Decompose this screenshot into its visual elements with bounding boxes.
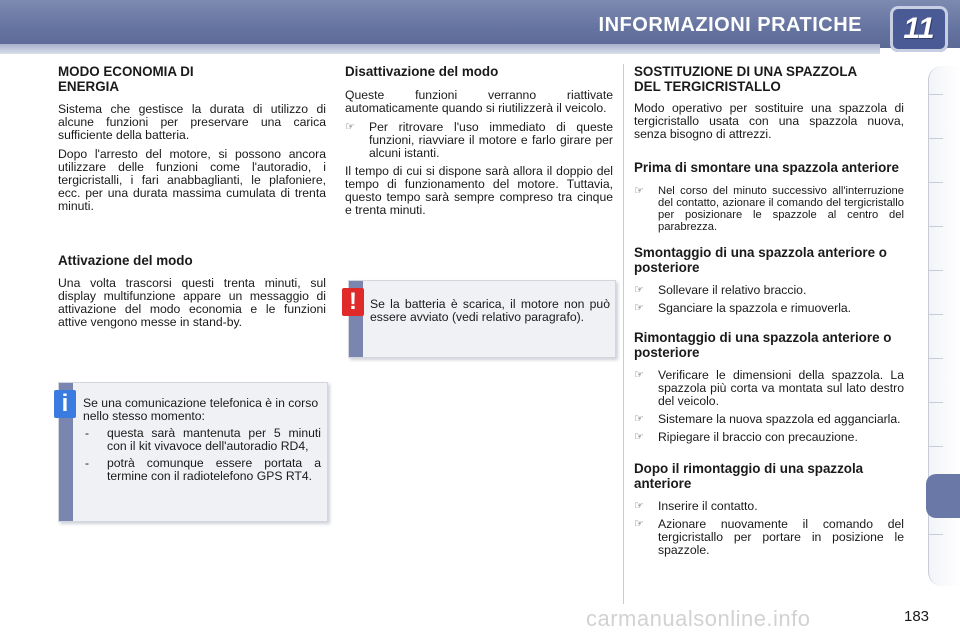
bullet-item — [345, 121, 613, 160]
bullet-text: Sganciare la spazzola e rimuoverla. — [658, 301, 852, 315]
pointing-hand-icon: ☞ — [634, 413, 644, 425]
bullet-text: Sistemare la nuova spazzola ed agganciarla. — [658, 412, 901, 426]
list-item-text: potrà comunque essere portata a termine con il radiotelefono GPS RT4. — [107, 456, 321, 483]
page-number: 183 — [904, 608, 930, 625]
bullet-text: Nel corso del minuto successivo all'interruzione del contatto, azionare il comando del tergicristallo per posizionare le spazzole al centro del parabrezza. — [658, 185, 904, 233]
bullet-text: Ripiegare il braccio con precauzione. — [658, 430, 858, 444]
warning-box — [348, 280, 616, 358]
pointing-hand-icon: ☞ — [634, 369, 644, 381]
column-1 — [58, 64, 326, 335]
section-title-wiper — [634, 64, 904, 94]
bullet-text: Per ritrovare l'uso immediato di queste funzioni, riavviare il motore e farlo girare per alcuni istanti. — [369, 120, 613, 160]
paragraph: Dopo l'arresto del motore, si possono ancora utilizzare delle funzioni come l'autoradio, i tergicristalli, i fari anabbaglianti, le plafoniere, ecc. per una durata massima cumulata di trenta minuti. — [58, 147, 326, 213]
list-item-text: questa sarà mantenuta per 5 minuti con il kit vivavoce dell'autoradio RD4, — [107, 426, 321, 453]
bullet-item — [634, 500, 904, 513]
bullet-item — [634, 413, 904, 426]
info-box-content — [83, 397, 321, 483]
section-title-line: MODO ECONOMIA DI — [58, 64, 194, 79]
pointing-hand-icon: ☞ — [634, 431, 644, 443]
warning-text: Se la batteria è scarica, il motore non può essere avviato (vedi relativo paragrafo). — [370, 297, 610, 324]
pointing-hand-icon: ☞ — [634, 500, 644, 512]
bullet-text: Verificare le dimensioni della spazzola. La spazzola più corta va montata sul lato destro del veicolo. — [658, 368, 904, 408]
pointing-hand-icon: ☞ — [345, 121, 355, 133]
bullet-text: Sollevare il relativo braccio. — [658, 283, 807, 297]
bullet-item — [634, 302, 904, 315]
active-chapter-tab[interactable] — [926, 474, 960, 518]
section-title-economy — [58, 64, 326, 94]
bullet-item — [634, 185, 904, 233]
rail-divider — [929, 402, 943, 403]
rail-divider — [929, 138, 943, 139]
dash-mark: - — [85, 456, 90, 470]
subsection-title: Prima di smontare una spazzola anteriore — [634, 160, 899, 175]
rail-divider — [929, 314, 943, 315]
bullet-item — [634, 369, 904, 408]
subsection-title: Rimontaggio di una spazzola anteriore o posteriore — [634, 330, 892, 360]
paragraph: Sistema che gestisce la durata di utilizzo di alcune funzioni per preservare una carica sufficiente della batteria. — [58, 102, 326, 142]
rail-divider — [929, 226, 943, 227]
section-title-line: SOSTITUZIONE DI UNA SPAZZOLA — [634, 64, 858, 79]
chapter-tab — [890, 6, 948, 52]
header-stripe — [0, 44, 880, 54]
pointing-hand-icon: ☞ — [634, 284, 644, 296]
pointing-hand-icon: ☞ — [634, 302, 644, 314]
bullet-item — [634, 431, 904, 444]
section-title-activation: Attivazione del modo — [58, 253, 193, 268]
rail-divider — [929, 270, 943, 271]
info-box — [58, 382, 328, 522]
chapter-title: INFORMAZIONI PRATICHE — [598, 14, 862, 36]
info-intro: Se una comunicazione telefonica è in corso nello stesso momento: — [83, 396, 319, 423]
list-item — [83, 427, 321, 453]
paragraph: Modo operativo per sostituire una spazzola di tergicristallo usata con una spazzola nuova, senza bisogno di attrezzi. — [634, 101, 904, 141]
section-title-line: ENERGIA — [58, 79, 120, 94]
list-item — [83, 457, 321, 483]
bullet-text: Azionare nuovamente il comando del tergicristallo per portare in posizione le spazzole. — [658, 517, 904, 557]
watermark: carmanualsonline.info — [586, 606, 811, 631]
subsection-title: Dopo il rimontaggio di una spazzola anteriore — [634, 461, 864, 491]
rail-divider — [929, 534, 943, 535]
bullet-item — [634, 284, 904, 297]
chapter-number: 11 — [903, 12, 935, 45]
bullet-text: Inserire il contatto. — [658, 499, 758, 513]
section-title-deactivation: Disattivazione del modo — [345, 64, 499, 79]
info-icon: i — [54, 390, 76, 418]
subsection-title: Smontaggio di una spazzola anteriore o posteriore — [634, 245, 887, 275]
rail-divider — [929, 94, 943, 95]
section-title-line: DEL TERGICRISTALLO — [634, 79, 781, 94]
dash-mark: - — [85, 426, 90, 440]
column-3 — [634, 64, 904, 562]
column-2 — [345, 64, 613, 223]
warning-icon: ! — [342, 288, 364, 316]
paragraph: Il tempo di cui si dispone sarà allora il doppio del tempo di funzionamento del motore. Tuttavia, questo tempo sarà sempre compreso tra cinque e trenta minuti. — [345, 164, 613, 217]
column-divider — [623, 64, 624, 604]
paragraph: Queste funzioni verranno riattivate automaticamente quando si riutilizzerà il veicolo. — [345, 88, 613, 115]
pointing-hand-icon: ☞ — [634, 185, 644, 197]
paragraph: Una volta trascorsi questi trenta minuti, sul display multifunzione appare un messaggio di attivazione del modo economia e le funzioni attive vengono messe in stand-by. — [58, 276, 326, 329]
rail-divider — [929, 446, 943, 447]
rail-divider — [929, 358, 943, 359]
pointing-hand-icon: ☞ — [634, 518, 644, 530]
bullet-item — [634, 518, 904, 557]
rail-divider — [929, 182, 943, 183]
